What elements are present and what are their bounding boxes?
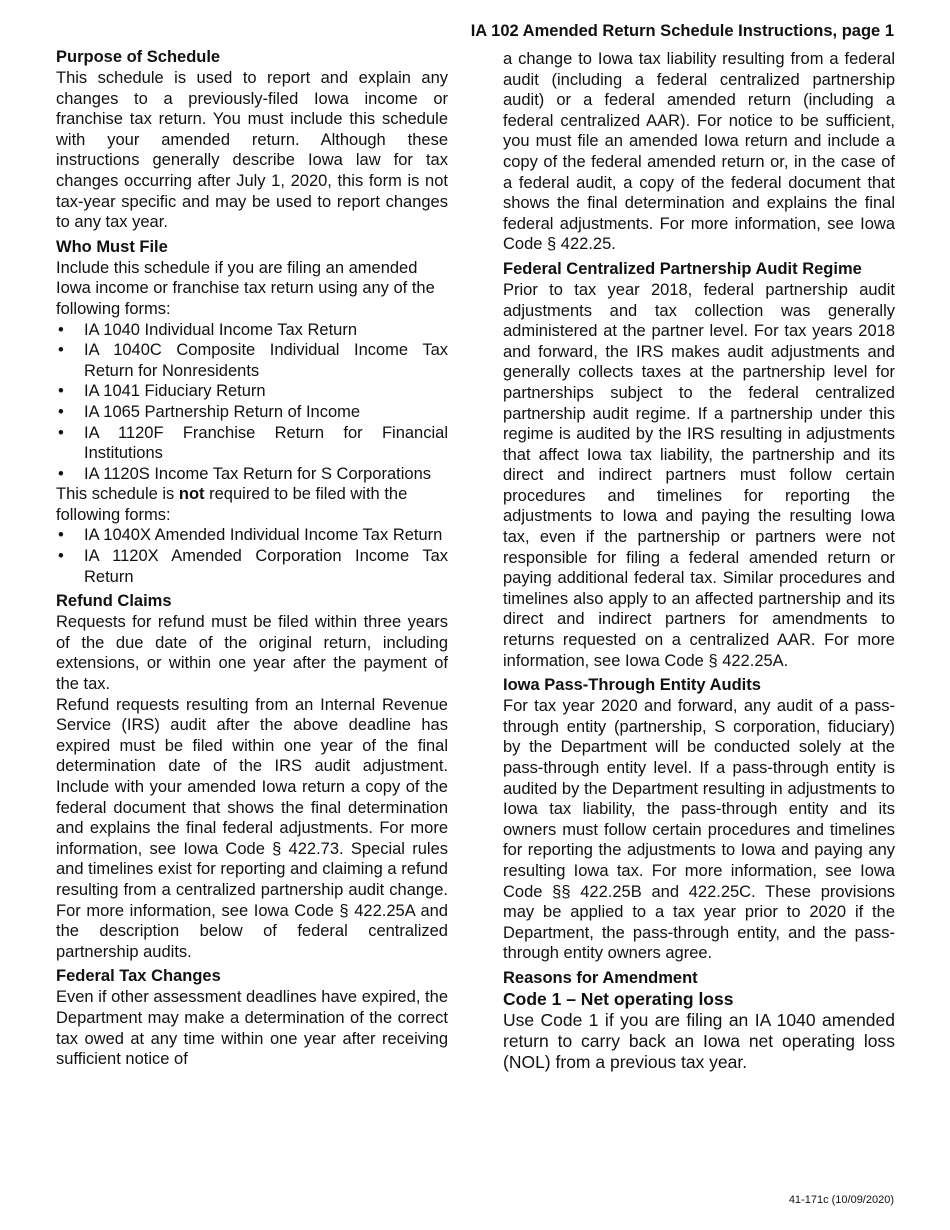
section-refund-claims [56,591,448,962]
refund-paragraph-1: Requests for refund must be filed within three years of the due date of the original return, including extensions, or within one year after the payment of the tax. [56,613,448,694]
list-item: • IA 1120F Franchise Return for Financial Institutions [56,423,448,464]
section-centralized-audit [503,259,895,671]
list-item: • IA 1120X Amended Corporation Income Tax Return [56,546,448,587]
code1-heading: Code 1 – Net operating loss [503,988,734,1009]
required-forms-list [56,320,448,485]
federal-body-continued: a change to Iowa tax liability resulting from a federal audit (including a federal centralized partnership audit) or a federal amended return (including a federal centralized AAR). For notice to be sufficient, you must file an amended Iowa return and include a copy of the federal amended return or, in the case of a federal audit, a copy of the federal document that shows the final determination and explains the final federal adjustments. For more information, see Iowa Code § 422.25. [503,50,895,254]
passthrough-heading: Iowa Pass-Through Entity Audits [503,676,761,695]
section-purpose [56,47,448,233]
not-required-emphasis: not [178,485,205,504]
federal-heading: Federal Tax Changes [56,967,221,986]
section-reasons [503,968,895,1073]
section-who-must-file [56,237,448,588]
list-item: • IA 1120S Income Tax Return for S Corporations [56,464,448,485]
reasons-heading: Reasons for Amendment [503,968,698,987]
not-required-intro [56,484,448,525]
not-required-text-pre: This schedule is [56,485,179,504]
who-heading: Who Must File [56,237,168,256]
section-federal-tax-changes [56,966,448,1069]
list-item: • IA 1041 Fiduciary Return [56,381,448,402]
section-passthrough-audits [503,675,895,964]
list-item: • IA 1065 Partnership Return of Income [56,402,448,423]
page-header: IA 102 Amended Return Schedule Instructions, page 1 [470,22,894,40]
right-column [503,49,895,1073]
section-federal-continued [503,49,895,255]
not-required-forms-list [56,525,448,587]
refund-paragraph-2: Refund requests resulting from an Internal Revenue Service (IRS) audit after the above deadline has expired must be filed within one year of the final determination date of the IRS audit adjustment. Include with your amended Iowa return a copy of the federal document that shows the final determination and explains the final federal adjustments. For more information, see Iowa Code § 422.73. Special rules and timelines exist for reporting and claiming a refund resulting from a centralized partnership audit change. For more information, see Iowa Code § 422.25A and the description below of federal centralized partnership audits. [56,695,448,961]
list-item: • IA 1040X Amended Individual Income Tax Return [56,525,448,546]
purpose-heading: Purpose of Schedule [56,48,221,66]
centralized-body: Prior to tax year 2018, federal partnership audit adjustments and tax collection was generally administered at the partner level. For tax years 2018 and forward, the IRS makes audit adjustments and generally collects taxes at the partnership level for partnerships subject to the federal centralized partnership audit regime. If a partnership under this regime is audited by the IRS resulting in adjustments that affect Iowa tax liability, the partnership and its direct and indirect partners must follow certain procedures and timelines for reporting the adjustments to Iowa and paying the resulting Iowa tax, even if the partnership or partners were not responsible for filing a federal amended return or paying additional federal tax. Similar procedures and timelines also apply to an affected partnership and its direct and indirect partners for amendments to returns requested on a centralized AAR. For more information, see Iowa Code § 422.25A. [503,280,895,670]
federal-body: Even if other assessment deadlines have expired, the Department may make a determination of the correct tax owed at any time within one year after receiving sufficient notice of [56,988,448,1069]
form-number-footer: 41-171c (10/09/2020) [788,1194,894,1206]
not-required-text-post: required to be filed with the following forms: [56,485,408,524]
list-item: • IA 1040 Individual Income Tax Return [56,320,448,341]
left-column [56,47,448,1070]
list-item: • IA 1040C Composite Individual Income Tax Return for Nonresidents [56,340,448,381]
code1-body: Use Code 1 if you are filing an IA 1040 amended return to carry back an Iowa net operating loss (NOL) from a previous tax year. [503,1009,895,1072]
who-intro: Include this schedule if you are filing an amended Iowa income or franchise tax return using any of the following forms: [56,258,435,318]
purpose-body: This schedule is used to report and explain any changes to a previously-filed Iowa income or franchise tax return. You must include this schedule with your amended return. Although these instructions generally describe Iowa law for tax changes occurring after July 1, 2020, this form is not tax-year specific and may be used to report changes to any tax year. [56,69,448,232]
refund-heading: Refund Claims [56,592,172,611]
passthrough-body: For tax year 2020 and forward, any audit of a pass-through entity (partnership, S corporation, fiduciary) by the Department will be conducted solely at the pass-through entity level. If a pass-through entity is audited by the Department resulting in adjustments to Iowa tax liability, the pass-through entity and its owners must follow certain procedures and timelines for reporting the adjustments to Iowa and paying any resulting Iowa tax. For more information, see Iowa Code §§ 422.25B and 422.25C. These provisions may be applied to a tax year prior to 2020 if the Department, the pass-through entity, and the pass-through entity owners agree. [503,697,895,963]
centralized-heading: Federal Centralized Partnership Audit Regime [503,259,862,278]
